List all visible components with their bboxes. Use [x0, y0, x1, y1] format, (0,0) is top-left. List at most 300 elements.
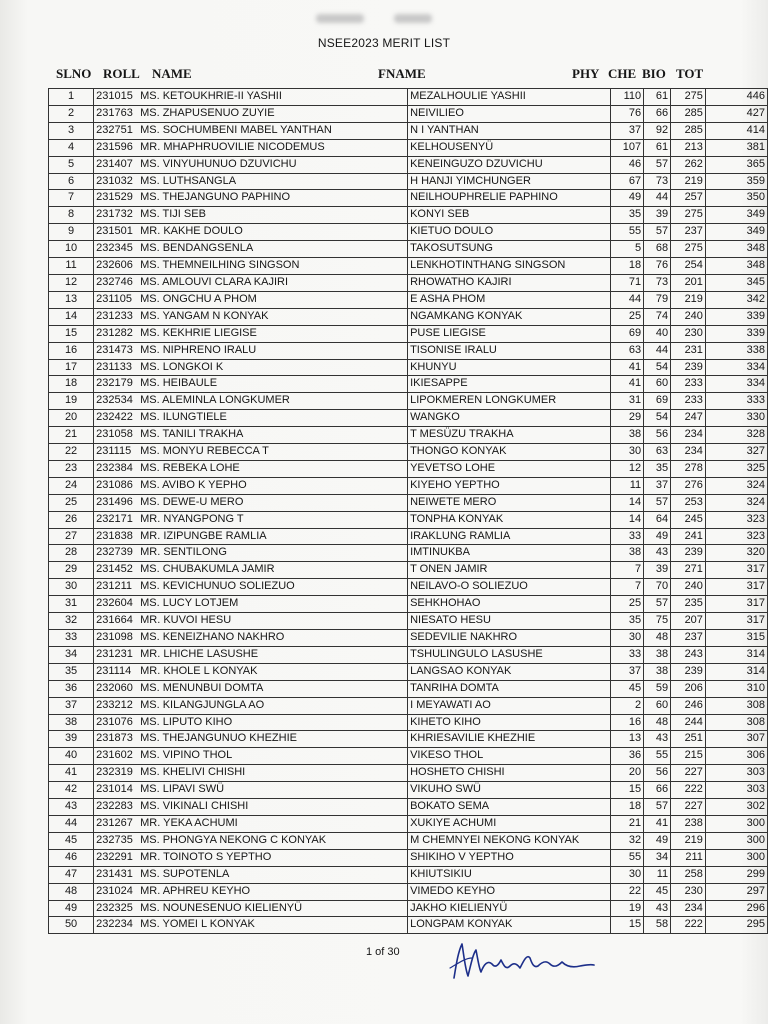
table-row: [49, 545, 768, 562]
che-cell: 49: [644, 528, 671, 545]
che-cell: 57: [644, 156, 671, 173]
fname-cell: LIPOKMEREN LONGKUMER: [408, 393, 611, 410]
roll-cell: 231133: [94, 359, 139, 376]
che-cell: 39: [644, 207, 671, 224]
name-cell: MS. LUTHSANGLA: [139, 173, 407, 190]
bio-cell: 215: [671, 748, 706, 765]
table-row: [49, 444, 768, 461]
slno-cell: 37: [49, 697, 94, 714]
bio-cell: 227: [671, 765, 706, 782]
name-cell: MS. KETOUKHRIE-II YASHII: [139, 89, 407, 106]
table-row: [49, 596, 768, 613]
fname-cell: KHIUTSIKIU: [408, 866, 611, 883]
tot-cell: 348: [705, 241, 767, 258]
table-row: [49, 224, 768, 241]
roll-cell: 231473: [94, 342, 139, 359]
name-cell: MR. KUVOI HESU: [139, 613, 407, 630]
slno-cell: 33: [49, 630, 94, 647]
tot-cell: 317: [705, 613, 767, 630]
che-cell: 11: [644, 866, 671, 883]
table-row: [49, 207, 768, 224]
name-cell: MR. YEKA ACHUMI: [139, 815, 407, 832]
table-row: [49, 105, 768, 122]
phy-cell: 25: [611, 308, 644, 325]
slno-cell: 1: [49, 89, 94, 106]
che-cell: 45: [644, 883, 671, 900]
name-cell: MR. MHAPHRUOVILIE NICODEMUS: [139, 139, 407, 156]
fname-cell: T ONEN JAMIR: [408, 562, 611, 579]
che-cell: 37: [644, 477, 671, 494]
roll-cell: 231024: [94, 883, 139, 900]
phy-cell: 55: [611, 849, 644, 866]
table-row: [49, 731, 768, 748]
che-cell: 70: [644, 579, 671, 596]
phy-cell: 69: [611, 325, 644, 342]
tot-cell: 317: [705, 562, 767, 579]
fname-cell: IRAKLUNG RAMLIA: [408, 528, 611, 545]
fname-cell: LENKHOTINTHANG SINGSON: [408, 258, 611, 275]
bio-cell: 234: [671, 427, 706, 444]
name-cell: MS. VIPINO THOL: [139, 748, 407, 765]
header-fname: FNAME: [378, 66, 426, 81]
table-row: [49, 274, 768, 291]
table-row: [49, 156, 768, 173]
tot-cell: 339: [705, 308, 767, 325]
slno-cell: 36: [49, 680, 94, 697]
roll-cell: 232345: [94, 241, 139, 258]
roll-cell: 231014: [94, 782, 139, 799]
table-row: [49, 427, 768, 444]
roll-cell: 231763: [94, 105, 139, 122]
phy-cell: 22: [611, 883, 644, 900]
phy-cell: 15: [611, 782, 644, 799]
bio-cell: 230: [671, 325, 706, 342]
name-cell: MS. DEWE-U MERO: [139, 494, 407, 511]
tot-cell: 334: [705, 376, 767, 393]
tot-cell: 342: [705, 291, 767, 308]
fname-cell: VIKUHO SWÜ: [408, 782, 611, 799]
roll-cell: 231098: [94, 630, 139, 647]
merit-table-body: [49, 89, 768, 934]
roll-cell: 232179: [94, 376, 139, 393]
slno-cell: 48: [49, 883, 94, 900]
che-cell: 61: [644, 89, 671, 106]
name-cell: MS. THEJANGUNO PAPHINO: [139, 190, 407, 207]
phy-cell: 29: [611, 410, 644, 427]
bio-cell: 234: [671, 444, 706, 461]
name-cell: MS. KEVICHUNUO SOLIEZUO: [139, 579, 407, 596]
tot-cell: 310: [705, 680, 767, 697]
table-row: [49, 714, 768, 731]
slno-cell: 32: [49, 613, 94, 630]
name-cell: MR. SENTILONG: [139, 545, 407, 562]
name-cell: MS. KEKHRIE LIEGISE: [139, 325, 407, 342]
tot-cell: 328: [705, 427, 767, 444]
slno-cell: 18: [49, 376, 94, 393]
fname-cell: I MEYAWATI AO: [408, 697, 611, 714]
phy-cell: 49: [611, 190, 644, 207]
roll-cell: 231529: [94, 190, 139, 207]
phy-cell: 18: [611, 799, 644, 816]
tot-cell: 333: [705, 393, 767, 410]
fname-cell: N I YANTHAN: [408, 122, 611, 139]
roll-cell: 231496: [94, 494, 139, 511]
phy-cell: 14: [611, 494, 644, 511]
bio-cell: 211: [671, 849, 706, 866]
table-row: [49, 765, 768, 782]
tot-cell: 323: [705, 511, 767, 528]
slno-cell: 25: [49, 494, 94, 511]
bio-cell: 234: [671, 900, 706, 917]
phy-cell: 110: [611, 89, 644, 106]
tot-cell: 446: [705, 89, 767, 106]
che-cell: 44: [644, 342, 671, 359]
table-row: [49, 477, 768, 494]
roll-cell: 231732: [94, 207, 139, 224]
tot-cell: 427: [705, 105, 767, 122]
phy-cell: 21: [611, 815, 644, 832]
fname-cell: NIESATO HESU: [408, 613, 611, 630]
fname-cell: SHIKIHO V YEPTHO: [408, 849, 611, 866]
bio-cell: 207: [671, 613, 706, 630]
bio-cell: 251: [671, 731, 706, 748]
slno-cell: 45: [49, 832, 94, 849]
che-cell: 38: [644, 663, 671, 680]
bio-cell: 253: [671, 494, 706, 511]
phy-cell: 19: [611, 900, 644, 917]
table-row: [49, 866, 768, 883]
name-cell: MS. TIJI SEB: [139, 207, 407, 224]
tot-cell: 315: [705, 630, 767, 647]
name-cell: MS. AVIBO K YEPHO: [139, 477, 407, 494]
tot-cell: 349: [705, 207, 767, 224]
phy-cell: 36: [611, 748, 644, 765]
table-row: [49, 562, 768, 579]
che-cell: 68: [644, 241, 671, 258]
roll-cell: 231105: [94, 291, 139, 308]
phy-cell: 37: [611, 122, 644, 139]
phy-cell: 35: [611, 613, 644, 630]
phy-cell: 11: [611, 477, 644, 494]
table-row: [49, 494, 768, 511]
tot-cell: 299: [705, 866, 767, 883]
bio-cell: 238: [671, 815, 706, 832]
header-slno: SLNO: [56, 66, 92, 81]
tot-cell: 345: [705, 274, 767, 291]
table-row: [49, 342, 768, 359]
bio-cell: 271: [671, 562, 706, 579]
fname-cell: MEZALHOULIE YASHII: [408, 89, 611, 106]
che-cell: 41: [644, 815, 671, 832]
fname-cell: NEIVILIEO: [408, 105, 611, 122]
tot-cell: 308: [705, 714, 767, 731]
fname-cell: NEILHOUPHRELIE PAPHINO: [408, 190, 611, 207]
roll-cell: 232283: [94, 799, 139, 816]
tot-cell: 300: [705, 832, 767, 849]
che-cell: 48: [644, 714, 671, 731]
phy-cell: 63: [611, 342, 644, 359]
table-row: [49, 190, 768, 207]
tot-cell: 320: [705, 545, 767, 562]
roll-cell: 232606: [94, 258, 139, 275]
roll-cell: 231015: [94, 89, 139, 106]
phy-cell: 33: [611, 528, 644, 545]
roll-cell: 232746: [94, 274, 139, 291]
slno-cell: 8: [49, 207, 94, 224]
table-row: [49, 511, 768, 528]
tot-cell: 300: [705, 849, 767, 866]
phy-cell: 41: [611, 359, 644, 376]
phy-cell: 20: [611, 765, 644, 782]
tot-cell: 327: [705, 444, 767, 461]
che-cell: 73: [644, 173, 671, 190]
fname-cell: KIHETO KIHO: [408, 714, 611, 731]
table-row: [49, 528, 768, 545]
tot-cell: 325: [705, 460, 767, 477]
fname-cell: LANGSAO KONYAK: [408, 663, 611, 680]
bio-cell: 222: [671, 782, 706, 799]
roll-cell: 232422: [94, 410, 139, 427]
name-cell: MS. CHUBAKUMLA JAMIR: [139, 562, 407, 579]
fname-cell: VIKESO THOL: [408, 748, 611, 765]
fname-cell: BOKATO SEMA: [408, 799, 611, 816]
table-row: [49, 579, 768, 596]
slno-cell: 43: [49, 799, 94, 816]
bio-cell: 258: [671, 866, 706, 883]
slno-cell: 44: [49, 815, 94, 832]
slno-cell: 22: [49, 444, 94, 461]
roll-cell: 231407: [94, 156, 139, 173]
che-cell: 43: [644, 545, 671, 562]
che-cell: 40: [644, 325, 671, 342]
phy-cell: 37: [611, 663, 644, 680]
table-row: [49, 917, 768, 934]
roll-cell: 231838: [94, 528, 139, 545]
table-row: [49, 663, 768, 680]
bio-cell: 276: [671, 477, 706, 494]
che-cell: 59: [644, 680, 671, 697]
che-cell: 92: [644, 122, 671, 139]
phy-cell: 46: [611, 156, 644, 173]
slno-cell: 31: [49, 596, 94, 613]
name-cell: MS. MONYU REBECCA T: [139, 444, 407, 461]
bio-cell: 275: [671, 207, 706, 224]
bio-cell: 243: [671, 646, 706, 663]
name-cell: MR. TOINOTO S YEPTHO: [139, 849, 407, 866]
name-cell: MS. REBEKA LOHE: [139, 460, 407, 477]
che-cell: 60: [644, 376, 671, 393]
slno-cell: 26: [49, 511, 94, 528]
table-row: [49, 849, 768, 866]
name-cell: MR. KHOLE L KONYAK: [139, 663, 407, 680]
header-bio: BIO: [642, 66, 666, 81]
che-cell: 60: [644, 697, 671, 714]
phy-cell: 16: [611, 714, 644, 731]
che-cell: 44: [644, 190, 671, 207]
che-cell: 54: [644, 359, 671, 376]
che-cell: 64: [644, 511, 671, 528]
roll-cell: 232534: [94, 393, 139, 410]
slno-cell: 4: [49, 139, 94, 156]
bio-cell: 233: [671, 393, 706, 410]
tot-cell: 338: [705, 342, 767, 359]
table-row: [49, 325, 768, 342]
tot-cell: 334: [705, 359, 767, 376]
fname-cell: SEHKHOHAO: [408, 596, 611, 613]
tot-cell: 365: [705, 156, 767, 173]
fname-cell: KHRIESAVILIE KHEZHIE: [408, 731, 611, 748]
fname-cell: WANGKO: [408, 410, 611, 427]
redacted-header: [316, 14, 466, 26]
phy-cell: 2: [611, 697, 644, 714]
table-row: [49, 697, 768, 714]
che-cell: 57: [644, 799, 671, 816]
che-cell: 43: [644, 900, 671, 917]
che-cell: 61: [644, 139, 671, 156]
roll-cell: 231452: [94, 562, 139, 579]
table-row: [49, 376, 768, 393]
fname-cell: PUSE LIEGISE: [408, 325, 611, 342]
name-cell: MS. VINYUHUNUO DZUVICHU: [139, 156, 407, 173]
document-title: NSEE2023 MERIT LIST: [317, 36, 451, 50]
bio-cell: 257: [671, 190, 706, 207]
bio-cell: 235: [671, 596, 706, 613]
che-cell: 57: [644, 596, 671, 613]
slno-cell: 46: [49, 849, 94, 866]
slno-cell: 15: [49, 325, 94, 342]
bio-cell: 237: [671, 630, 706, 647]
bio-cell: 246: [671, 697, 706, 714]
slno-cell: 30: [49, 579, 94, 596]
name-cell: MS. KENEIZHANO NAKHRO: [139, 630, 407, 647]
slno-cell: 7: [49, 190, 94, 207]
che-cell: 66: [644, 782, 671, 799]
bio-cell: 245: [671, 511, 706, 528]
roll-cell: 231058: [94, 427, 139, 444]
table-row: [49, 815, 768, 832]
table-row: [49, 241, 768, 258]
header-che: CHE: [608, 66, 637, 81]
table-row: [49, 291, 768, 308]
tot-cell: 350: [705, 190, 767, 207]
slno-cell: 41: [49, 765, 94, 782]
phy-cell: 12: [611, 460, 644, 477]
bio-cell: 206: [671, 680, 706, 697]
bio-cell: 247: [671, 410, 706, 427]
fname-cell: KIETUO DOULO: [408, 224, 611, 241]
roll-cell: 232739: [94, 545, 139, 562]
roll-cell: 232384: [94, 460, 139, 477]
table-row: [49, 122, 768, 139]
slno-cell: 21: [49, 427, 94, 444]
name-cell: MS. ILUNGTIELE: [139, 410, 407, 427]
slno-cell: 17: [49, 359, 94, 376]
roll-cell: 232325: [94, 900, 139, 917]
table-row: [49, 832, 768, 849]
roll-cell: 231115: [94, 444, 139, 461]
roll-cell: 231231: [94, 646, 139, 663]
tot-cell: 349: [705, 224, 767, 241]
tot-cell: 317: [705, 596, 767, 613]
fname-cell: KENEINGUZO DZUVICHU: [408, 156, 611, 173]
phy-cell: 18: [611, 258, 644, 275]
name-cell: MR. NYANGPONG T: [139, 511, 407, 528]
che-cell: 58: [644, 917, 671, 934]
header-tot: TOT: [676, 66, 704, 81]
merit-table: [48, 88, 768, 934]
slno-cell: 16: [49, 342, 94, 359]
table-row: [49, 630, 768, 647]
table-row: [49, 308, 768, 325]
fname-cell: TSHULINGULO LASUSHE: [408, 646, 611, 663]
slno-cell: 29: [49, 562, 94, 579]
phy-cell: 14: [611, 511, 644, 528]
roll-cell: 231596: [94, 139, 139, 156]
roll-cell: 231267: [94, 815, 139, 832]
roll-cell: 232319: [94, 765, 139, 782]
roll-cell: 232735: [94, 832, 139, 849]
name-cell: MS. THEJANGUNUO KHEZHIE: [139, 731, 407, 748]
name-cell: MS. ALEMINLA LONGKUMER: [139, 393, 407, 410]
roll-cell: 232291: [94, 849, 139, 866]
roll-cell: 232604: [94, 596, 139, 613]
bio-cell: 241: [671, 528, 706, 545]
slno-cell: 38: [49, 714, 94, 731]
slno-cell: 20: [49, 410, 94, 427]
fname-cell: KHUNYU: [408, 359, 611, 376]
table-row: [49, 410, 768, 427]
slno-cell: 28: [49, 545, 94, 562]
name-cell: MS. YANGAM N KONYAK: [139, 308, 407, 325]
phy-cell: 31: [611, 393, 644, 410]
name-cell: MS. SUPOTENLA: [139, 866, 407, 883]
name-cell: MS. PHONGYA NEKONG C KONYAK: [139, 832, 407, 849]
name-cell: MR. LHICHE LASUSHE: [139, 646, 407, 663]
name-cell: MS. HEIBAULE: [139, 376, 407, 393]
che-cell: 74: [644, 308, 671, 325]
bio-cell: 239: [671, 545, 706, 562]
phy-cell: 5: [611, 241, 644, 258]
che-cell: 34: [644, 849, 671, 866]
slno-cell: 19: [49, 393, 94, 410]
tot-cell: 297: [705, 883, 767, 900]
phy-cell: 76: [611, 105, 644, 122]
bio-cell: 244: [671, 714, 706, 731]
phy-cell: 71: [611, 274, 644, 291]
fname-cell: THONGO KONYAK: [408, 444, 611, 461]
tot-cell: 339: [705, 325, 767, 342]
name-cell: MS. LUCY LOTJEM: [139, 596, 407, 613]
roll-cell: 231602: [94, 748, 139, 765]
table-row: [49, 359, 768, 376]
name-cell: MS. KILANGJUNGLA AO: [139, 697, 407, 714]
che-cell: 56: [644, 765, 671, 782]
tot-cell: 303: [705, 782, 767, 799]
slno-cell: 50: [49, 917, 94, 934]
table-row: [49, 748, 768, 765]
fname-cell: TISONISE IRALU: [408, 342, 611, 359]
table-row: [49, 782, 768, 799]
bio-cell: 222: [671, 917, 706, 934]
phy-cell: 25: [611, 596, 644, 613]
table-row: [49, 173, 768, 190]
roll-cell: 232171: [94, 511, 139, 528]
che-cell: 39: [644, 562, 671, 579]
name-cell: MS. NOUNESENUO KIELIENYÜ: [139, 900, 407, 917]
table-row: [49, 460, 768, 477]
tot-cell: 307: [705, 731, 767, 748]
tot-cell: 317: [705, 579, 767, 596]
